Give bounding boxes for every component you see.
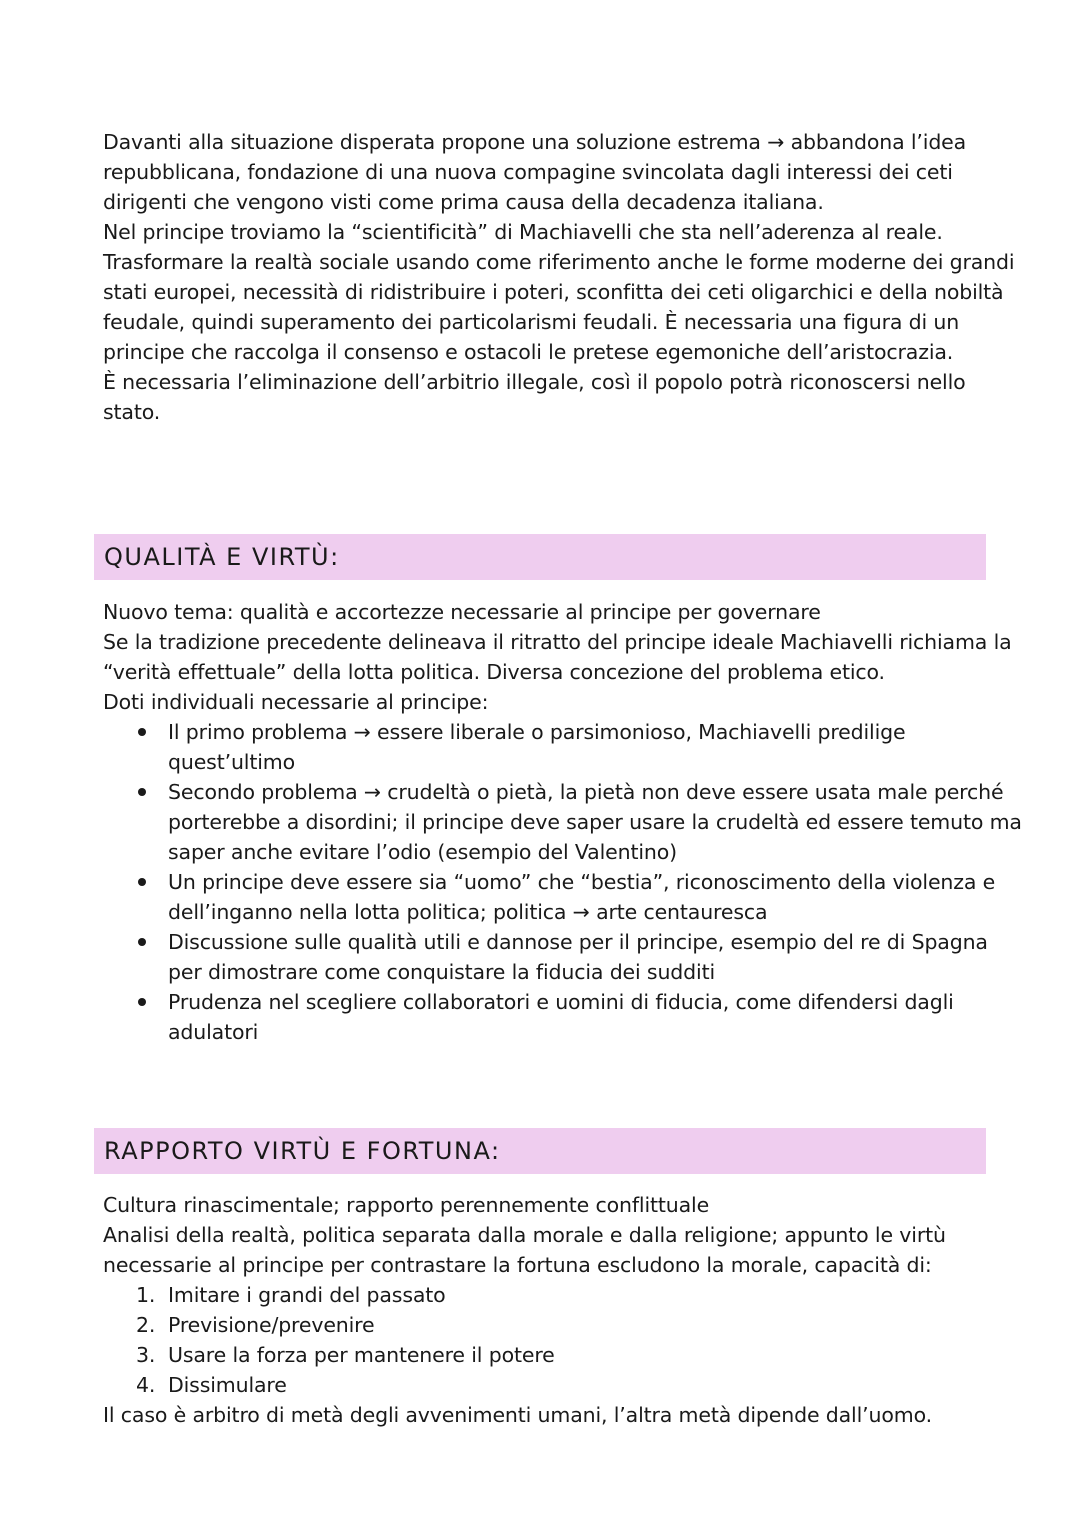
section2-paragraph: Cultura rinascimentale; rapporto perennemente conflittuale [103, 1193, 710, 1217]
bullet-item: Secondo problema → crudeltà o pietà, la pietà non deve essere usata male perché porterebbe a disordini; il principe deve saper usare la crudeltà ed essere temuto ma saper anche evitare l’odio (esempio del Valentino) [103, 777, 1023, 867]
section1-paragraph: Doti individuali necessarie al principe: [103, 690, 489, 714]
section-heading-bar [94, 534, 986, 580]
closing-paragraph: Il caso è arbitro di metà degli avvenimenti umani, l’altra metà dipende dall’uomo. [103, 1403, 932, 1427]
section1-paragraph: Nuovo tema: qualità e accortezze necessarie al principe per governare [103, 600, 821, 624]
section2-paragraph: Analisi della realtà, politica separata dalla morale e dalla religione; appunto le virtù necessarie al principe per contrastare la fortuna escludono la morale, capacità di: [103, 1223, 946, 1277]
bullet-item: Un principe deve essere sia “uomo” che “bestia”, riconoscimento della violenza e dell’inganno nella lotta politica; politica → arte centauresca [103, 867, 1023, 927]
numbered-item [103, 1370, 1023, 1400]
numbered-list [103, 1280, 1023, 1400]
item-text: Previsione/prevenire [168, 1313, 375, 1337]
section1-body [103, 597, 1023, 1047]
section2-body [103, 1190, 1023, 1430]
section-heading: QUALITÀ E VIRTÙ: [104, 543, 340, 571]
bullet-item: Il primo problema → essere liberale o parsimonioso, Machiavelli predilige quest’ultimo [103, 717, 1023, 777]
item-text: Imitare i grandi del passato [168, 1283, 446, 1307]
item-number: 3. [136, 1343, 156, 1367]
bullet-item: Discussione sulle qualità utili e dannose per il principe, esempio del re di Spagna per dimostrare come conquistare la fiducia dei sudditi [103, 927, 1023, 987]
numbered-item [103, 1280, 1023, 1310]
item-number: 4. [136, 1373, 156, 1397]
item-number: 2. [136, 1313, 156, 1337]
intro-paragraph: Nel principe troviamo la “scientificità” di Machiavelli che sta nell’aderenza al reale. Trasformare la realtà sociale usando come riferimento anche le forme moderne dei grandi stati europei, necessità di ridistribuire i poteri, sconfitta dei ceti oligarchici e della nobiltà feudale, quindi superamento dei particolarismi feudali. È necessaria una figura di un principe che raccolga il consenso e ostacoli le pretese egemoniche dell’aristocrazia. [103, 220, 1015, 364]
bullet-item: Prudenza nel scegliere collaboratori e uomini di fiducia, come difendersi dagli adulatori [103, 987, 1023, 1047]
bullet-list [103, 717, 1023, 1047]
intro-paragraph: È necessaria l’eliminazione dell’arbitrio illegale, così il popolo potrà riconoscersi nello stato. [103, 370, 966, 424]
item-text: Dissimulare [168, 1373, 287, 1397]
section-heading-bar [94, 1128, 986, 1174]
item-text: Usare la forza per mantenere il potere [168, 1343, 555, 1367]
numbered-item [103, 1310, 1023, 1340]
section1-paragraph: Se la tradizione precedente delineava il ritratto del principe ideale Machiavelli richiama la “verità effettuale” della lotta politica. Diversa concezione del problema etico. [103, 630, 1012, 684]
section-heading: RAPPORTO VIRTÙ E FORTUNA: [104, 1137, 501, 1165]
intro-block [103, 127, 1023, 427]
intro-paragraph: Davanti alla situazione disperata propone una soluzione estrema → abbandona l’idea repubblicana, fondazione di una nuova compagine svincolata dagli interessi dei ceti dirigenti che vengono visti come prima causa della decadenza italiana. [103, 130, 967, 214]
item-number: 1. [136, 1283, 156, 1307]
numbered-item [103, 1340, 1023, 1370]
